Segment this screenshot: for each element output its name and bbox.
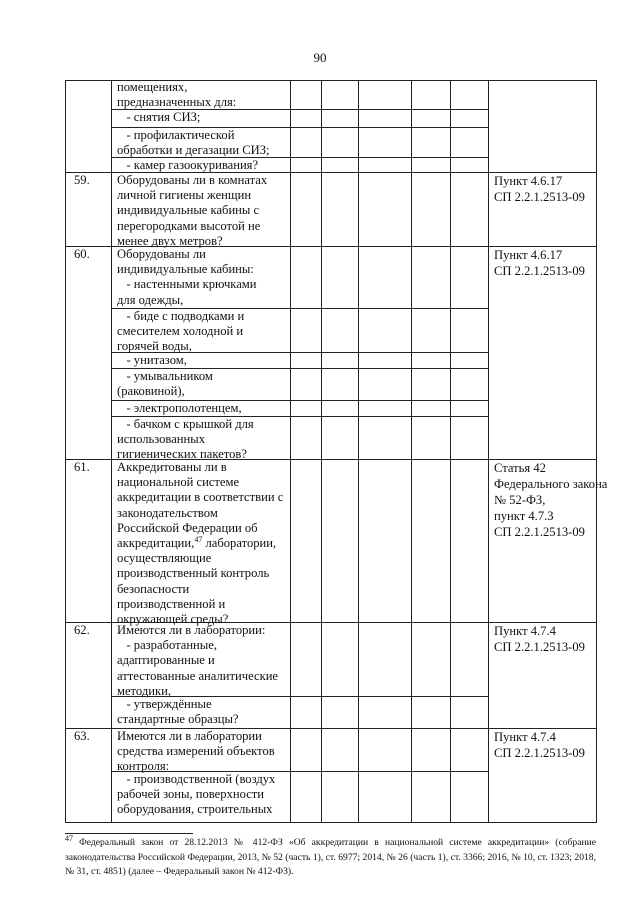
table-col-line (358, 80, 359, 822)
page-number: 90 (313, 50, 327, 65)
item-text: менее двух метров? (117, 233, 223, 248)
item-text: Имеются ли в лаборатории (117, 729, 262, 743)
reference-text: № 52-ФЗ, (494, 493, 546, 507)
item-text: Оборудованы ли (117, 247, 206, 261)
item-text: - профилактической (117, 128, 235, 142)
table-col-line (488, 80, 489, 822)
item-text: - камер газоокуривания? (117, 158, 259, 172)
footnote-rule (65, 833, 193, 834)
item-text: обработки и дегазации СИЗ; (117, 143, 270, 158)
item-text: личной гигиены женщин (117, 188, 252, 203)
reference-text: СП 2.2.1.2513-09 (494, 264, 585, 278)
item-text: стандартные образцы? (117, 712, 239, 727)
item-text: помещениях, (117, 80, 188, 94)
table-col-line (290, 80, 291, 822)
item-text: Российской Федерации об (117, 520, 258, 535)
item-text: - снятия СИЗ; (117, 110, 201, 124)
item-text: безопасности (117, 581, 190, 596)
item-text: - унитазом, (117, 353, 187, 367)
item-text: для одежды, (117, 292, 184, 307)
reference-text: Федерального закона (494, 477, 608, 491)
table-col-line (111, 80, 112, 822)
item-text: индивидуальные кабины с (117, 203, 260, 218)
item-text (117, 536, 276, 551)
item-text: средства измерений объектов (117, 744, 275, 759)
reference-text: СП 2.2.1.2513-09 (494, 640, 585, 654)
item-text: - электрополотенцем, (117, 401, 242, 415)
item-text: перегородками высотой не (117, 218, 261, 233)
item-text: (раковиной), (117, 384, 185, 399)
item-text: гигиенических пакетов? (117, 447, 247, 462)
table-col-line (411, 80, 412, 822)
item-text: предназначенных для: (117, 95, 237, 110)
item-text: контроля: (117, 759, 170, 774)
item-text: смесителем холодной и (117, 324, 244, 339)
item-text: законодательством (117, 505, 218, 520)
reference-text: Пункт 4.7.4 (494, 624, 556, 638)
item-text-head: аккредитации, (117, 536, 195, 550)
reference-text: Статья 42 (494, 461, 546, 475)
item-text: Оборудованы ли в комнатах (117, 173, 268, 187)
footnote-ref: 47 (194, 534, 203, 544)
item-text: осуществляющие (117, 551, 212, 566)
table-row-line (65, 822, 597, 823)
item-text: - настенными крючками (117, 277, 257, 292)
item-text: окружающей среды? (117, 612, 229, 626)
item-text: индивидуальные кабины: (117, 262, 254, 277)
item-text: Имеются ли в лаборатории: (117, 623, 266, 637)
row-number: 59. (74, 173, 90, 187)
item-text: горячей воды, (117, 339, 192, 354)
footnote-mark: 47 (65, 833, 73, 843)
table-col-line (65, 80, 66, 822)
reference-text: СП 2.2.1.2513-09 (494, 525, 585, 539)
reference-text: Пункт 4.6.17 (494, 248, 563, 262)
row-number: 61. (74, 460, 90, 474)
reference-text: СП 2.2.1.2513-09 (494, 746, 585, 760)
reference-text: СП 2.2.1.2513-09 (494, 190, 585, 204)
item-text: рабочей зоны, поверхности (117, 787, 265, 802)
reference-text: пункт 4.7.3 (494, 509, 554, 523)
item-text: адаптированные и (117, 653, 215, 668)
row-number: 63. (74, 729, 90, 743)
item-text: национальной системе (117, 475, 240, 490)
item-text: - производственной (воздух (117, 772, 276, 786)
row-number: 60. (74, 247, 90, 261)
item-text: аккредитации в соответствии с (117, 490, 284, 505)
item-text: производственный контроль (117, 566, 270, 581)
table-col-line (321, 80, 322, 822)
reference-text: Пункт 4.6.17 (494, 174, 563, 188)
item-text: оборудования, строительных (117, 802, 273, 817)
item-text: - биде с подводками и (117, 309, 245, 323)
item-text-tail: лаборатории, (202, 536, 277, 550)
item-text: - разработанные, (117, 638, 217, 653)
item-text: - умывальником (117, 369, 213, 383)
footnote-text: Федеральный закон от 28.12.2013 № 412-ФЗ «Об аккредитации в национальной системе аккредитации» (собрание законодательства Российской Федерации, 2013, № 52 (часть 1), ст. 6977; 2014, № 26 (часть 1), ст. 3366; 2016, № 10, ст. 1323; 2018, № 31, ст. 4851) (далее – Федеральный закон № 412-ФЗ). (65, 837, 596, 878)
item-text: - утверждённые (117, 697, 212, 711)
reference-text: Пункт 4.7.4 (494, 730, 556, 744)
item-text: аттестованные аналитические (117, 668, 279, 683)
item-text: Аккредитованы ли в (117, 460, 227, 474)
item-text: методики, (117, 683, 171, 698)
footnote (65, 833, 596, 880)
item-text: - бачком с крышкой для (117, 417, 254, 431)
item-text: использованных (117, 432, 206, 447)
table-col-line (450, 80, 451, 822)
table-col-line (596, 80, 597, 822)
row-number: 62. (74, 623, 90, 637)
item-text: производственной и (117, 596, 226, 611)
